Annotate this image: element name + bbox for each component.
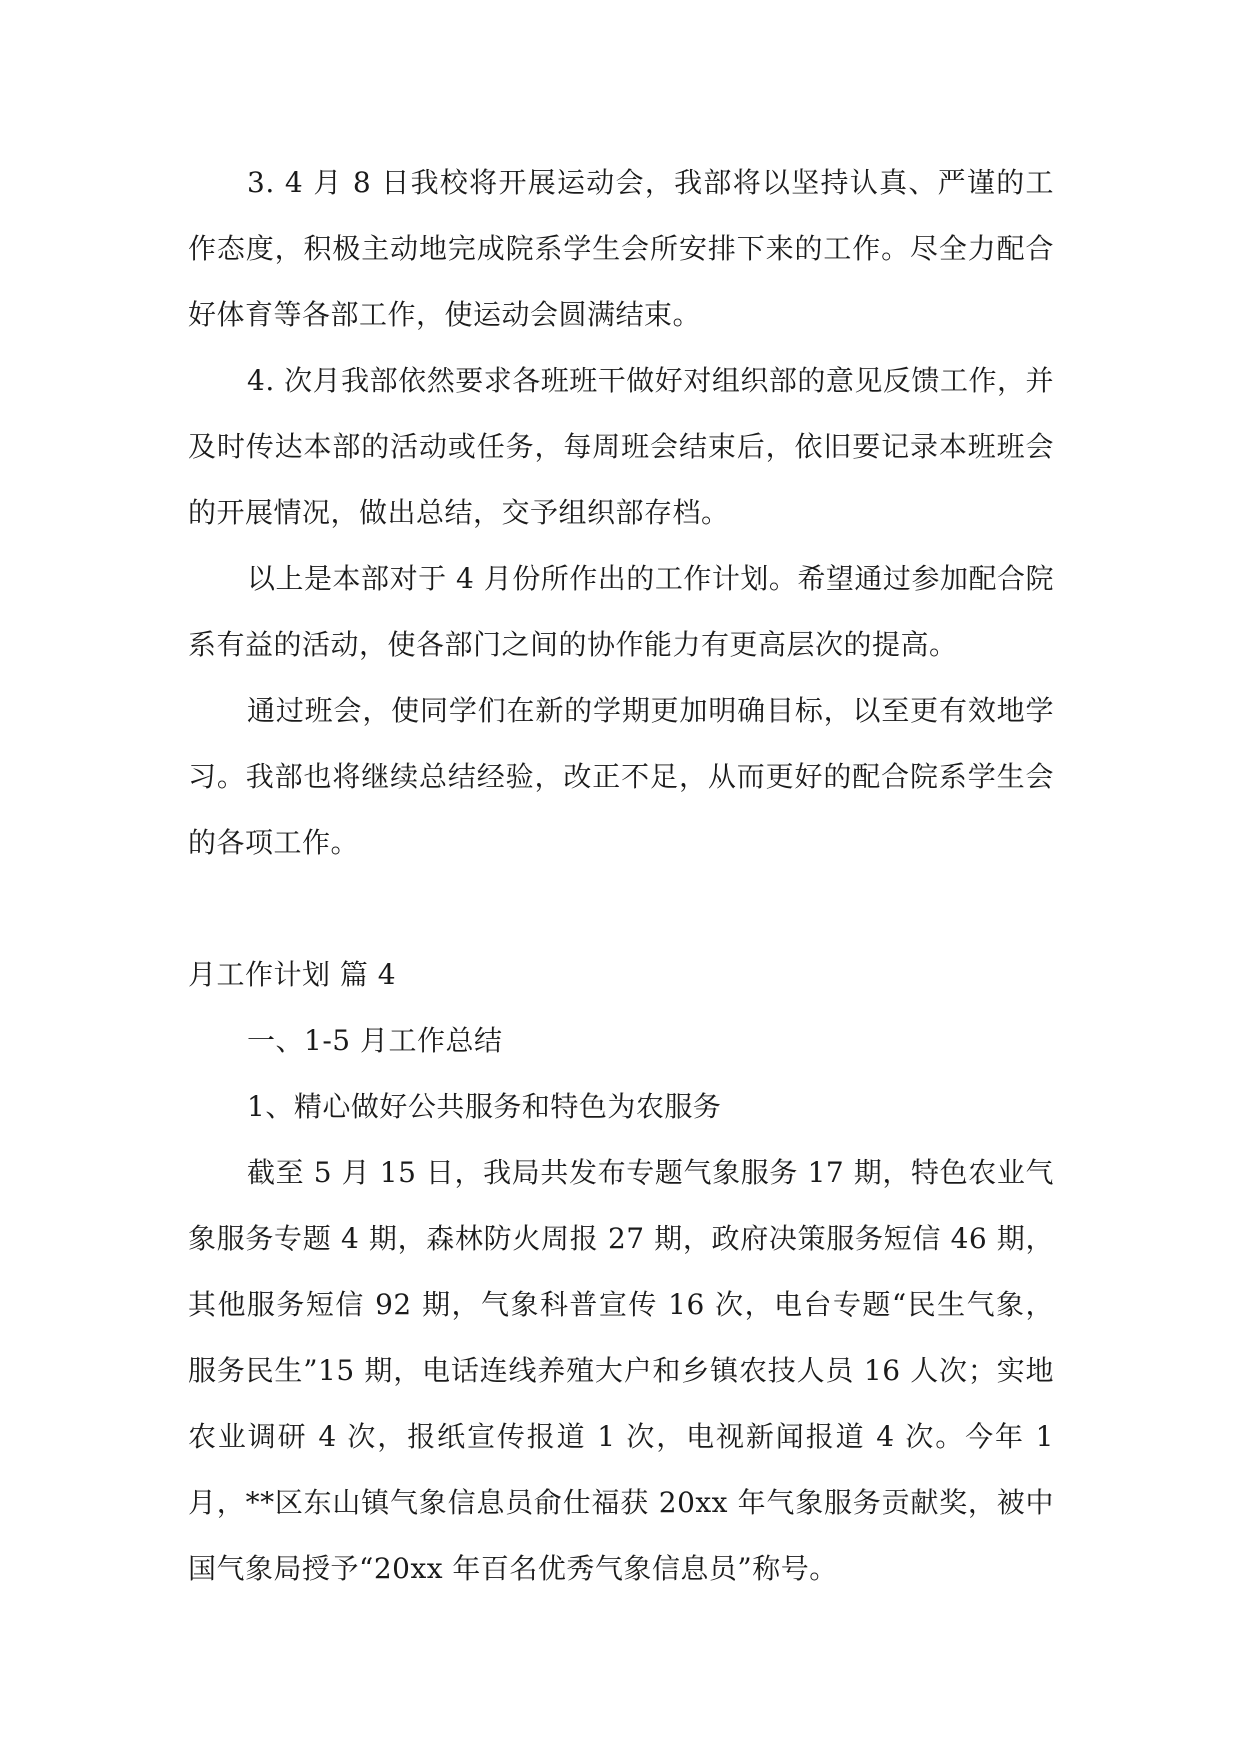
document-body — [188, 150, 1054, 1602]
paragraph-weather-service: 截至 5 月 15 日，我局共发布专题气象服务 17 期，特色农业气象服务专题 4 期，森林防火周报 27 期，政府决策服务短信 46 期，其他服务短信 92 期，气象科普宣传 16 次，电台专题“民生气象，服务民生”15 期，电话连线养殖大户和乡镇农技人员 16 人次；实地农业调研 4 次，报纸宣传报道 1 次，电视新闻报道 4 次。今年 1 月，**区东山镇气象信息员俞仕福获 20xx 年气象服务贡献奖，被中国气象局授予“20xx 年百名优秀气象信息员”称号。 — [188, 1156, 1054, 1585]
section-spacer — [188, 876, 1054, 942]
paragraph-item-3: 3. 4 月 8 日我校将开展运动会，我部将以坚持认真、严谨的工作态度，积极主动地完成院系学生会所安排下来的工作。尽全力配合好体育等各部工作，使运动会圆满结束。 — [188, 166, 1054, 331]
paragraph-class-meeting: 通过班会，使同学们在新的学期更加明确目标，以至更有效地学习。我部也将继续总结经验，改正不足，从而更好的配合院系学生会的各项工作。 — [188, 694, 1054, 859]
subsection-heading: 一、1-5 月工作总结 — [247, 1024, 503, 1057]
paragraph-item-4: 4. 次月我部依然要求各班班干做好对组织部的意见反馈工作，并及时传达本部的活动或任务，每周班会结束后，依旧要记录本班班会的开展情况，做出总结，交予组织部存档。 — [188, 364, 1054, 529]
paragraph-summary: 以上是本部对于 4 月份所作出的工作计划。希望通过参加配合院系有益的活动，使各部门之间的协作能力有更高层次的提高。 — [188, 562, 1054, 661]
subsection-item-heading: 1、精心做好公共服务和特色为农服务 — [247, 1090, 722, 1123]
section-heading: 月工作计划 篇 4 — [188, 958, 397, 991]
